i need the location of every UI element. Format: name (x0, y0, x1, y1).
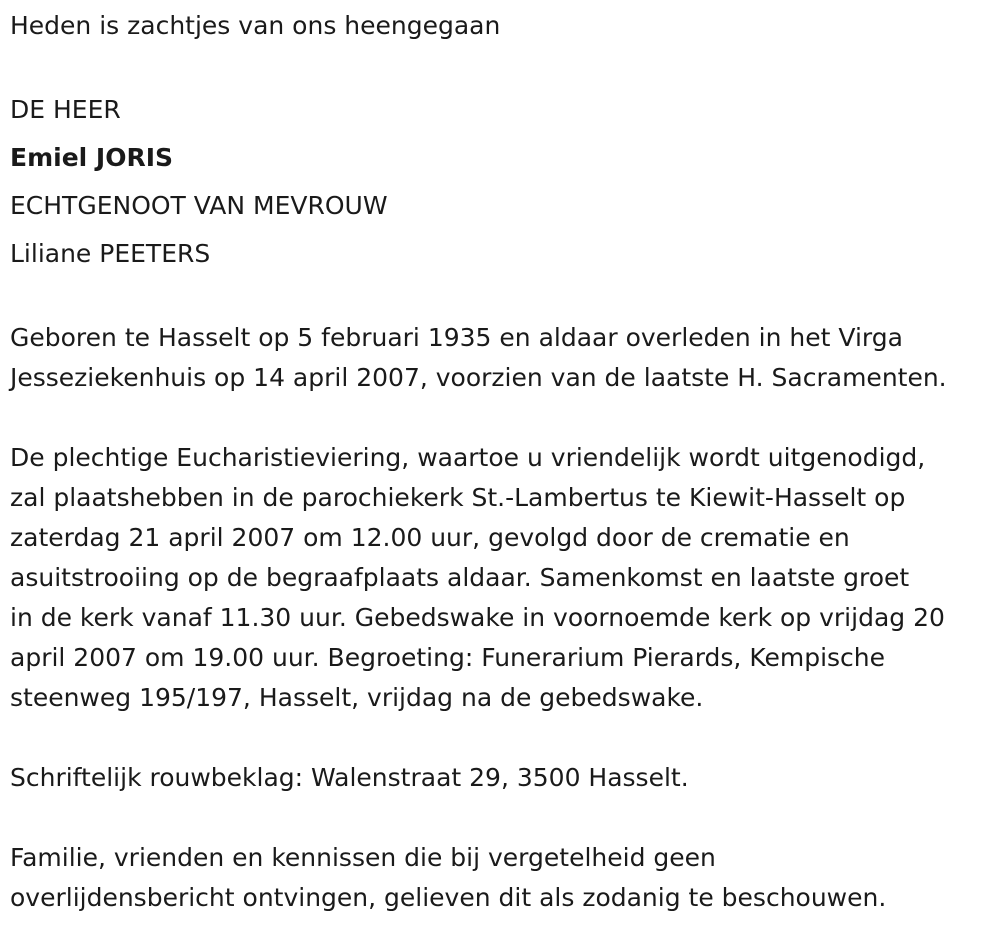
death-notice (10, 6, 995, 918)
paragraph-line: asuitstrooiing op de begraafplaats aldaar. Samenkomst en laatste groet (10, 563, 910, 592)
closing-paragraph (10, 838, 995, 918)
paragraph-line: De plechtige Eucharistieviering, waartoe u vriendelijk wordt uitgenodigd, (10, 443, 926, 472)
paragraph-line: zaterdag 21 april 2007 om 12.00 uur, gevolgd door de crematie en (10, 523, 850, 552)
paragraph-line: steenweg 195/197, Hasselt, vrijdag na de gebedswake. (10, 683, 704, 712)
spouse-label: ECHTGENOOT VAN MEVROUW (10, 191, 388, 220)
spacer (10, 718, 995, 758)
intro-text: Heden is zachtjes van ons heengegaan (10, 11, 501, 40)
paragraph-line: in de kerk vanaf 11.30 uur. Gebedswake in voornoemde kerk op vrijdag 20 (10, 603, 945, 632)
paragraph-line: Familie, vrienden en kennissen die bij vergetelheid geen (10, 843, 716, 872)
paragraph-line: Jesseziekenhuis op 14 april 2007, voorzien van de laatste H. Sacramenten. (10, 363, 947, 392)
honorific: DE HEER (10, 95, 121, 124)
paragraph-line: Geboren te Hasselt op 5 februari 1935 en aldaar overleden in het Virga (10, 323, 903, 352)
paragraph-line: overlijdensbericht ontvingen, gelieven dit als zodanig te beschouwen. (10, 883, 887, 912)
spouse-name: Liliane PEETERS (10, 239, 211, 268)
ceremony-paragraph (10, 438, 995, 718)
paragraph-line: april 2007 om 19.00 uur. Begroeting: Funerarium Pierards, Kempische (10, 643, 886, 672)
birth-death-paragraph (10, 318, 995, 398)
condolences-address: Schriftelijk rouwbeklag: Walenstraat 29, 3500 Hasselt. (10, 763, 689, 792)
deceased-name: Emiel JORIS (10, 143, 174, 172)
spacer (10, 398, 995, 438)
spacer (10, 798, 995, 838)
spacer (10, 46, 995, 86)
paragraph-line: zal plaatshebben in de parochiekerk St.-Lambertus te Kiewit-Hasselt op (10, 483, 906, 512)
spacer (10, 278, 995, 318)
